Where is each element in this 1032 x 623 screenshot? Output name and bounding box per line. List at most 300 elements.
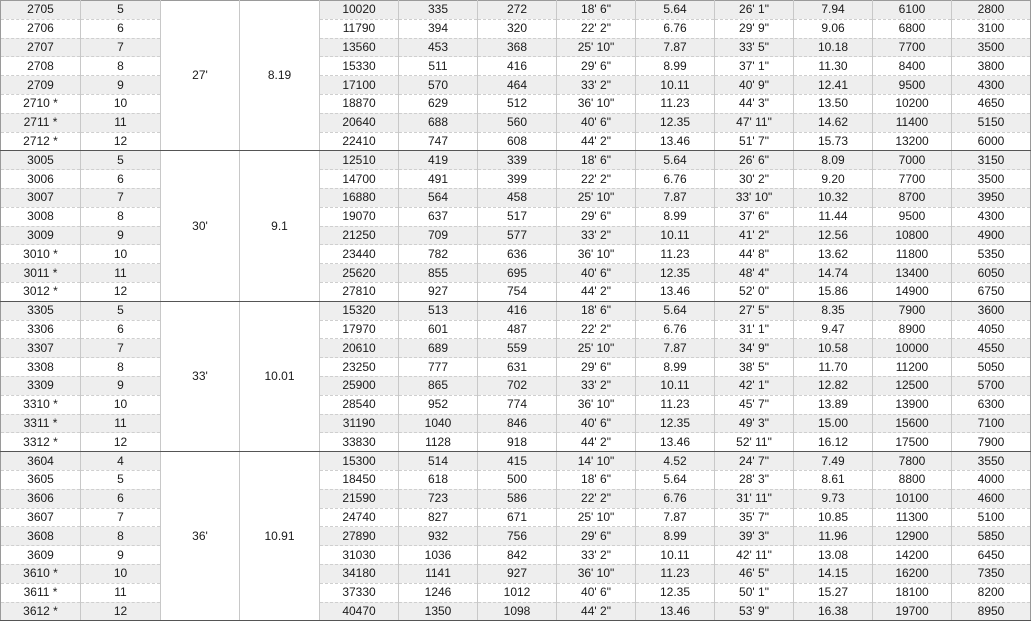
cell-c7: 6.76 (636, 489, 715, 508)
cell-c5: 754 (478, 282, 557, 301)
cell-c6: 40' 6" (557, 113, 636, 132)
cell-c6: 33' 2" (557, 226, 636, 245)
cell-c4: 419 (399, 151, 478, 170)
table-row (1, 94, 1031, 113)
cell-c9: 10.85 (794, 508, 873, 527)
cell-width-ft: 33' (161, 301, 240, 451)
cell-c8: 42' 11" (715, 546, 794, 565)
table-body (1, 1, 1031, 621)
cell-c11: 4300 (952, 207, 1031, 226)
table-row (1, 38, 1031, 57)
cell-c11: 3800 (952, 57, 1031, 76)
cell-c3: 12510 (320, 151, 399, 170)
table-row (1, 264, 1031, 283)
cell-c8: 44' 3" (715, 94, 794, 113)
cell-model: 3006 (1, 170, 81, 189)
cell-c4: 618 (399, 470, 478, 489)
table-row (1, 57, 1031, 76)
cell-c3: 17100 (320, 76, 399, 95)
cell-model: 3005 (1, 151, 81, 170)
cell-c6: 44' 2" (557, 132, 636, 151)
cell-c8: 28' 3" (715, 470, 794, 489)
cell-width-ft: 30' (161, 151, 240, 301)
cell-c7: 10.11 (636, 76, 715, 95)
cell-model: 3608 (1, 527, 81, 546)
cell-c6: 44' 2" (557, 433, 636, 452)
table-row (1, 301, 1031, 320)
cell-c9: 12.41 (794, 76, 873, 95)
cell-c8: 41' 2" (715, 226, 794, 245)
table-row (1, 602, 1031, 621)
cell-c9: 8.35 (794, 301, 873, 320)
cell-model: 2708 (1, 57, 81, 76)
cell-c3: 17970 (320, 320, 399, 339)
cell-c7: 13.46 (636, 132, 715, 151)
cell-c11: 5700 (952, 376, 1031, 395)
cell-bays: 11 (81, 583, 161, 602)
cell-c5: 586 (478, 489, 557, 508)
cell-c8: 44' 8" (715, 245, 794, 264)
cell-c6: 36' 10" (557, 395, 636, 414)
cell-c9: 15.86 (794, 282, 873, 301)
cell-width-ft: 27' (161, 1, 240, 151)
cell-c6: 14' 10" (557, 452, 636, 471)
cell-c6: 36' 10" (557, 94, 636, 113)
cell-c10: 6100 (873, 1, 952, 20)
cell-c7: 13.46 (636, 282, 715, 301)
cell-c7: 4.52 (636, 452, 715, 471)
cell-c9: 15.27 (794, 583, 873, 602)
cell-model: 3605 (1, 470, 81, 489)
cell-c8: 40' 9" (715, 76, 794, 95)
cell-bays: 8 (81, 207, 161, 226)
cell-c9: 8.61 (794, 470, 873, 489)
cell-c3: 13560 (320, 38, 399, 57)
cell-bays: 9 (81, 546, 161, 565)
cell-c3: 15300 (320, 452, 399, 471)
cell-c3: 31190 (320, 414, 399, 433)
table-row (1, 433, 1031, 452)
cell-bays: 12 (81, 602, 161, 621)
cell-c7: 6.76 (636, 320, 715, 339)
cell-c6: 29' 6" (557, 527, 636, 546)
table-row (1, 358, 1031, 377)
cell-c10: 8800 (873, 470, 952, 489)
cell-bays: 10 (81, 395, 161, 414)
cell-c10: 14900 (873, 282, 952, 301)
cell-c6: 18' 6" (557, 1, 636, 20)
cell-c11: 4650 (952, 94, 1031, 113)
cell-c5: 415 (478, 452, 557, 471)
cell-c3: 18870 (320, 94, 399, 113)
cell-c11: 6450 (952, 546, 1031, 565)
cell-bays: 12 (81, 433, 161, 452)
cell-c10: 8900 (873, 320, 952, 339)
cell-c11: 7350 (952, 564, 1031, 583)
table-row (1, 320, 1031, 339)
table-row (1, 470, 1031, 489)
cell-c3: 20640 (320, 113, 399, 132)
cell-c3: 28540 (320, 395, 399, 414)
table-row (1, 1, 1031, 20)
cell-c4: 865 (399, 376, 478, 395)
cell-c6: 18' 6" (557, 301, 636, 320)
cell-c9: 14.74 (794, 264, 873, 283)
cell-bays: 5 (81, 301, 161, 320)
cell-c7: 7.87 (636, 339, 715, 358)
cell-c10: 8700 (873, 188, 952, 207)
cell-bays: 8 (81, 527, 161, 546)
cell-width-m: 9.1 (240, 151, 320, 301)
cell-c8: 52' 0" (715, 282, 794, 301)
cell-model: 2706 (1, 19, 81, 38)
cell-c8: 33' 5" (715, 38, 794, 57)
cell-c9: 15.00 (794, 414, 873, 433)
cell-c6: 25' 10" (557, 188, 636, 207)
cell-c6: 18' 6" (557, 151, 636, 170)
cell-c5: 1098 (478, 602, 557, 621)
cell-c9: 16.38 (794, 602, 873, 621)
cell-c11: 6000 (952, 132, 1031, 151)
cell-c5: 918 (478, 433, 557, 452)
cell-c9: 14.15 (794, 564, 873, 583)
cell-c10: 13900 (873, 395, 952, 414)
cell-c10: 7000 (873, 151, 952, 170)
cell-c6: 44' 2" (557, 602, 636, 621)
cell-c11: 3500 (952, 38, 1031, 57)
cell-model: 3610 * (1, 564, 81, 583)
table-row (1, 132, 1031, 151)
cell-c8: 39' 3" (715, 527, 794, 546)
cell-c5: 636 (478, 245, 557, 264)
cell-c10: 11300 (873, 508, 952, 527)
cell-c4: 747 (399, 132, 478, 151)
cell-model: 3604 (1, 452, 81, 471)
cell-c10: 13200 (873, 132, 952, 151)
cell-c7: 11.23 (636, 564, 715, 583)
cell-c3: 27890 (320, 527, 399, 546)
cell-bays: 11 (81, 264, 161, 283)
cell-c5: 671 (478, 508, 557, 527)
cell-width-ft: 36' (161, 452, 240, 621)
cell-c4: 1036 (399, 546, 478, 565)
cell-c3: 40470 (320, 602, 399, 621)
cell-c3: 24740 (320, 508, 399, 527)
cell-c4: 709 (399, 226, 478, 245)
cell-c4: 927 (399, 282, 478, 301)
cell-c8: 30' 2" (715, 170, 794, 189)
cell-c5: 756 (478, 527, 557, 546)
cell-c9: 10.58 (794, 339, 873, 358)
table-row (1, 414, 1031, 433)
cell-c10: 11800 (873, 245, 952, 264)
cell-c5: 631 (478, 358, 557, 377)
cell-bays: 9 (81, 376, 161, 395)
cell-c5: 559 (478, 339, 557, 358)
cell-c11: 6050 (952, 264, 1031, 283)
cell-c9: 10.32 (794, 188, 873, 207)
cell-c3: 25620 (320, 264, 399, 283)
cell-c7: 8.99 (636, 527, 715, 546)
cell-c9: 14.62 (794, 113, 873, 132)
cell-model: 2707 (1, 38, 81, 57)
cell-c4: 637 (399, 207, 478, 226)
cell-c3: 23440 (320, 245, 399, 264)
cell-bays: 11 (81, 414, 161, 433)
cell-c8: 35' 7" (715, 508, 794, 527)
cell-c7: 8.99 (636, 358, 715, 377)
cell-c9: 13.08 (794, 546, 873, 565)
cell-c6: 29' 6" (557, 57, 636, 76)
cell-c11: 4900 (952, 226, 1031, 245)
cell-c3: 15320 (320, 301, 399, 320)
table-row (1, 151, 1031, 170)
cell-c6: 40' 6" (557, 414, 636, 433)
cell-c9: 13.62 (794, 245, 873, 264)
cell-c9: 7.94 (794, 1, 873, 20)
cell-c3: 14700 (320, 170, 399, 189)
cell-c5: 458 (478, 188, 557, 207)
cell-c8: 42' 1" (715, 376, 794, 395)
cell-model: 2710 * (1, 94, 81, 113)
cell-c9: 9.73 (794, 489, 873, 508)
cell-c11: 5850 (952, 527, 1031, 546)
cell-c3: 21250 (320, 226, 399, 245)
cell-c6: 18' 6" (557, 470, 636, 489)
cell-c3: 23250 (320, 358, 399, 377)
cell-c9: 12.56 (794, 226, 873, 245)
cell-c10: 6800 (873, 19, 952, 38)
cell-c11: 2800 (952, 1, 1031, 20)
cell-width-m: 10.91 (240, 452, 320, 621)
cell-c11: 5350 (952, 245, 1031, 264)
cell-bays: 9 (81, 226, 161, 245)
cell-c6: 25' 10" (557, 339, 636, 358)
cell-c9: 11.70 (794, 358, 873, 377)
cell-c5: 702 (478, 376, 557, 395)
cell-bays: 6 (81, 489, 161, 508)
cell-c7: 5.64 (636, 151, 715, 170)
cell-c3: 18450 (320, 470, 399, 489)
cell-model: 3011 * (1, 264, 81, 283)
cell-c4: 601 (399, 320, 478, 339)
cell-bays: 4 (81, 452, 161, 471)
cell-c3: 31030 (320, 546, 399, 565)
cell-c11: 3600 (952, 301, 1031, 320)
cell-model: 3307 (1, 339, 81, 358)
cell-bays: 7 (81, 188, 161, 207)
cell-c4: 511 (399, 57, 478, 76)
cell-c3: 15330 (320, 57, 399, 76)
table-row (1, 339, 1031, 358)
cell-c5: 368 (478, 38, 557, 57)
cell-c10: 10200 (873, 94, 952, 113)
cell-c7: 8.99 (636, 57, 715, 76)
table-row (1, 546, 1031, 565)
cell-c8: 34' 9" (715, 339, 794, 358)
cell-c6: 22' 2" (557, 170, 636, 189)
cell-c4: 453 (399, 38, 478, 57)
cell-c9: 7.49 (794, 452, 873, 471)
cell-c7: 11.23 (636, 94, 715, 113)
cell-c10: 17500 (873, 433, 952, 452)
cell-c4: 564 (399, 188, 478, 207)
cell-c5: 416 (478, 301, 557, 320)
cell-c11: 3550 (952, 452, 1031, 471)
cell-c7: 11.23 (636, 245, 715, 264)
cell-c8: 33' 10" (715, 188, 794, 207)
cell-c6: 40' 6" (557, 583, 636, 602)
cell-c11: 3100 (952, 19, 1031, 38)
cell-c10: 15600 (873, 414, 952, 433)
cell-c10: 8400 (873, 57, 952, 76)
cell-c4: 1128 (399, 433, 478, 452)
cell-c11: 4000 (952, 470, 1031, 489)
cell-model: 3311 * (1, 414, 81, 433)
cell-model: 3607 (1, 508, 81, 527)
cell-c10: 13400 (873, 264, 952, 283)
cell-c4: 1246 (399, 583, 478, 602)
cell-c6: 25' 10" (557, 38, 636, 57)
cell-c4: 335 (399, 1, 478, 20)
cell-bays: 7 (81, 508, 161, 527)
cell-bays: 5 (81, 151, 161, 170)
cell-c11: 4600 (952, 489, 1031, 508)
cell-c8: 47' 11" (715, 113, 794, 132)
cell-c8: 37' 6" (715, 207, 794, 226)
cell-c5: 339 (478, 151, 557, 170)
table-row (1, 583, 1031, 602)
cell-c4: 1350 (399, 602, 478, 621)
cell-c9: 13.89 (794, 395, 873, 414)
cell-c7: 13.46 (636, 602, 715, 621)
cell-c8: 53' 9" (715, 602, 794, 621)
cell-bays: 10 (81, 94, 161, 113)
cell-c11: 5100 (952, 508, 1031, 527)
table-row (1, 188, 1031, 207)
cell-c4: 1040 (399, 414, 478, 433)
cell-c6: 36' 10" (557, 564, 636, 583)
cell-c5: 512 (478, 94, 557, 113)
cell-c5: 1012 (478, 583, 557, 602)
cell-c8: 37' 1" (715, 57, 794, 76)
cell-model: 2709 (1, 76, 81, 95)
cell-bays: 5 (81, 1, 161, 20)
cell-c4: 570 (399, 76, 478, 95)
cell-c5: 487 (478, 320, 557, 339)
cell-model: 3606 (1, 489, 81, 508)
cell-c7: 12.35 (636, 113, 715, 132)
cell-c7: 10.11 (636, 546, 715, 565)
cell-c7: 6.76 (636, 170, 715, 189)
cell-c8: 27' 5" (715, 301, 794, 320)
cell-c3: 20610 (320, 339, 399, 358)
table-row (1, 489, 1031, 508)
cell-bays: 6 (81, 320, 161, 339)
cell-c4: 932 (399, 527, 478, 546)
cell-c4: 777 (399, 358, 478, 377)
cell-bays: 10 (81, 564, 161, 583)
cell-bays: 7 (81, 339, 161, 358)
table-row (1, 207, 1031, 226)
cell-c3: 34180 (320, 564, 399, 583)
cell-c6: 29' 6" (557, 358, 636, 377)
cell-c11: 8950 (952, 602, 1031, 621)
cell-c7: 12.35 (636, 583, 715, 602)
cell-c10: 12500 (873, 376, 952, 395)
cell-c7: 12.35 (636, 264, 715, 283)
cell-c3: 16880 (320, 188, 399, 207)
cell-c5: 927 (478, 564, 557, 583)
cell-c6: 22' 2" (557, 19, 636, 38)
cell-model: 3309 (1, 376, 81, 395)
table-row (1, 245, 1031, 264)
cell-c3: 10020 (320, 1, 399, 20)
cell-c11: 6750 (952, 282, 1031, 301)
cell-c9: 16.12 (794, 433, 873, 452)
cell-c8: 51' 7" (715, 132, 794, 151)
cell-bays: 8 (81, 57, 161, 76)
cell-c7: 10.11 (636, 226, 715, 245)
cell-c8: 24' 7" (715, 452, 794, 471)
cell-c11: 3150 (952, 151, 1031, 170)
cell-c11: 7900 (952, 433, 1031, 452)
cell-c8: 50' 1" (715, 583, 794, 602)
cell-c10: 7700 (873, 170, 952, 189)
cell-c10: 9500 (873, 207, 952, 226)
cell-c5: 842 (478, 546, 557, 565)
cell-c4: 689 (399, 339, 478, 358)
cell-c10: 18100 (873, 583, 952, 602)
cell-model: 3306 (1, 320, 81, 339)
cell-c7: 7.87 (636, 188, 715, 207)
cell-model: 3009 (1, 226, 81, 245)
cell-c8: 29' 9" (715, 19, 794, 38)
cell-c4: 491 (399, 170, 478, 189)
cell-c5: 577 (478, 226, 557, 245)
cell-c6: 44' 2" (557, 282, 636, 301)
cell-c9: 15.73 (794, 132, 873, 151)
cell-c10: 11400 (873, 113, 952, 132)
cell-c4: 629 (399, 94, 478, 113)
cell-c4: 1141 (399, 564, 478, 583)
cell-c6: 25' 10" (557, 508, 636, 527)
cell-c11: 5050 (952, 358, 1031, 377)
table-row (1, 395, 1031, 414)
cell-c11: 7100 (952, 414, 1031, 433)
cell-width-m: 10.01 (240, 301, 320, 451)
cell-model: 2705 (1, 1, 81, 20)
cell-c7: 6.76 (636, 19, 715, 38)
cell-c5: 416 (478, 57, 557, 76)
cell-model: 3305 (1, 301, 81, 320)
cell-c11: 3500 (952, 170, 1031, 189)
cell-c8: 26' 6" (715, 151, 794, 170)
cell-c5: 695 (478, 264, 557, 283)
cell-c8: 46' 5" (715, 564, 794, 583)
cell-model: 3611 * (1, 583, 81, 602)
cell-c11: 4550 (952, 339, 1031, 358)
cell-bays: 7 (81, 38, 161, 57)
cell-c10: 14200 (873, 546, 952, 565)
cell-c4: 952 (399, 395, 478, 414)
cell-bays: 8 (81, 358, 161, 377)
cell-c7: 7.87 (636, 38, 715, 57)
cell-c4: 782 (399, 245, 478, 264)
cell-model: 2712 * (1, 132, 81, 151)
cell-c7: 12.35 (636, 414, 715, 433)
cell-c9: 9.20 (794, 170, 873, 189)
